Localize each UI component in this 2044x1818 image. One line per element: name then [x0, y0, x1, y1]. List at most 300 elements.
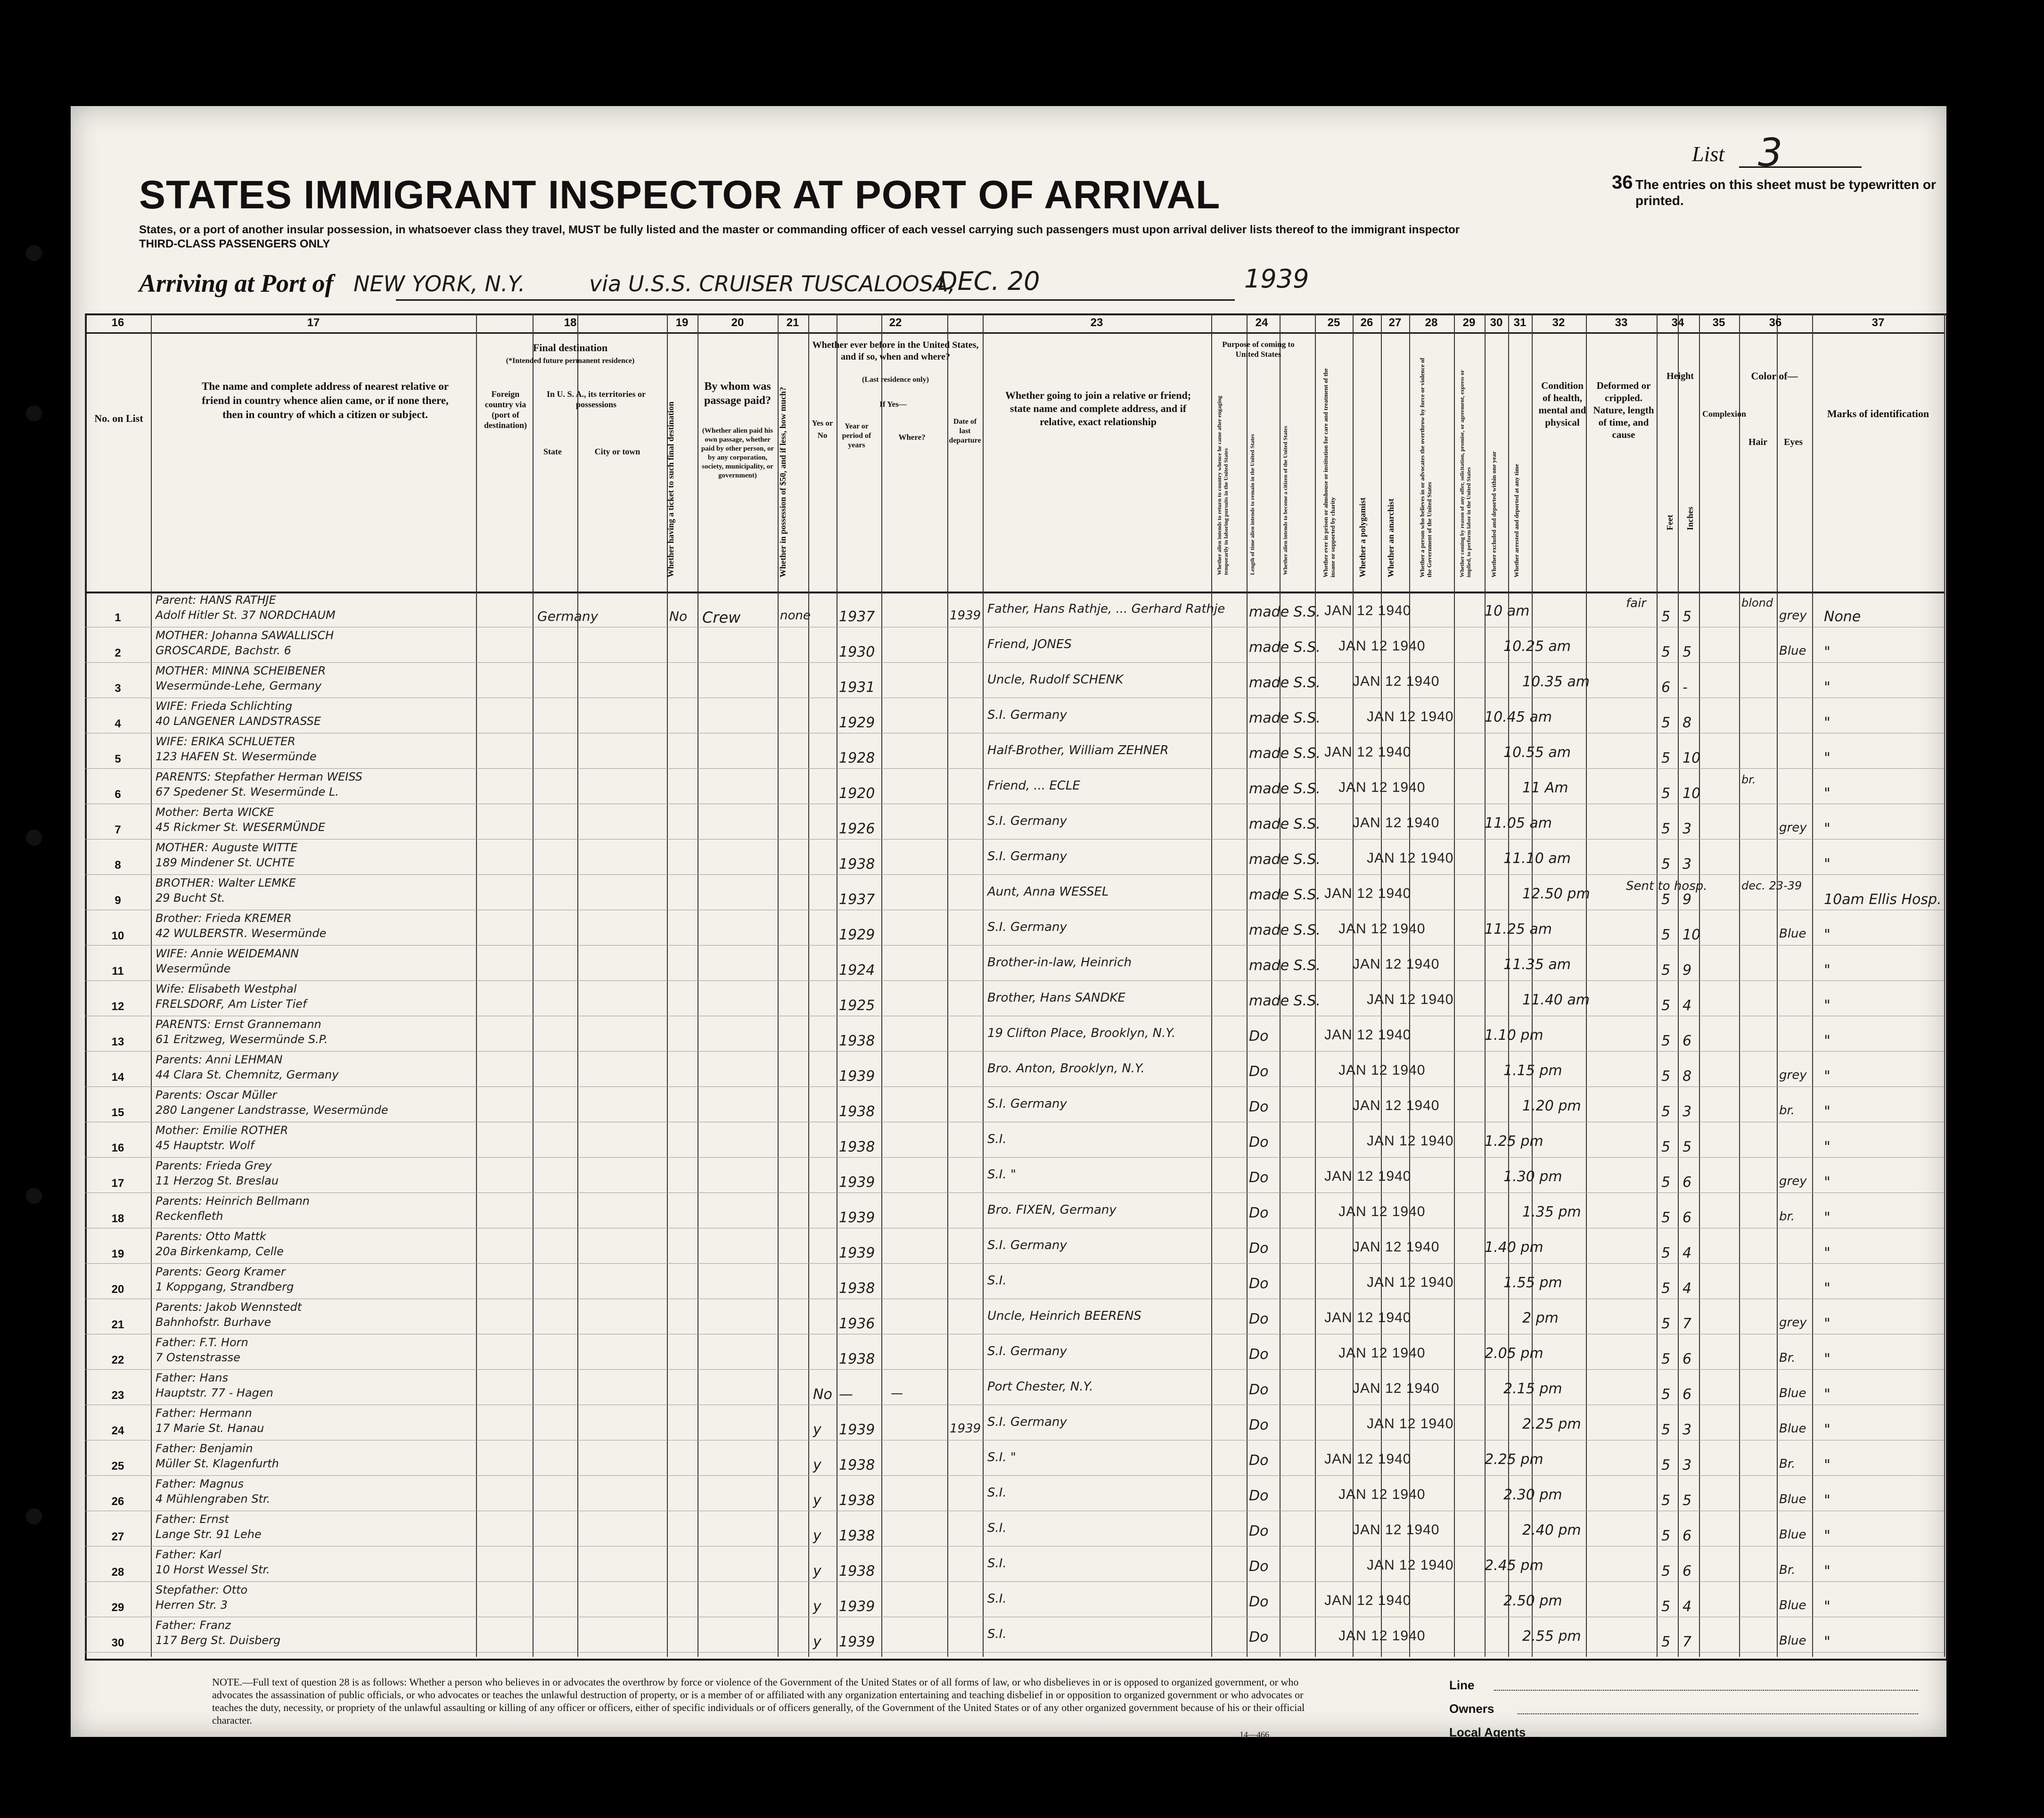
- row-rule: [85, 945, 1944, 946]
- relative-address: GROSCARDE, Bachstr. 6: [156, 644, 291, 657]
- identification-marks: ": [1824, 1386, 1831, 1403]
- column-number: 21: [786, 316, 799, 329]
- header-hair: Hair: [1748, 437, 1767, 447]
- relative-name: Wife: Elisabeth Westphal: [156, 982, 297, 995]
- inspection-time: 2.45 pm: [1485, 1557, 1543, 1574]
- header-overthrow: Whether a person who believes in or advocates the overthrow by force or violence of the Government of the United States: [1419, 357, 1433, 577]
- inspection-time: 1.30 pm: [1503, 1168, 1562, 1185]
- column-number: 28: [1425, 316, 1438, 329]
- eye-color: grey: [1779, 609, 1807, 623]
- height-feet: 5: [1661, 1492, 1671, 1509]
- purpose: made S.S.: [1249, 922, 1321, 938]
- row-number: 21: [111, 1318, 124, 1331]
- relative-address: Herren Str. 3: [156, 1598, 228, 1612]
- column-number: 33: [1615, 316, 1628, 329]
- height-inches: 5: [1683, 609, 1692, 625]
- header-final-destination: Final destination: [533, 342, 608, 354]
- eye-color: Blue: [1779, 1528, 1806, 1542]
- visit-years: 1931: [839, 679, 875, 696]
- owners-rule: [1518, 1713, 1918, 1714]
- binder-hole: [26, 1508, 42, 1524]
- height-feet: 5: [1661, 1563, 1671, 1579]
- instructions-line-1: States, or a port of another insular possession, in whatsoever class they travel, MUST be fully listed and the master or commanding officer of each vessel carrying such passengers must upon arrival deliver lists thereof to the immigrant inspector: [139, 223, 1460, 236]
- row-number: 14: [111, 1071, 124, 1084]
- row-rule: [85, 768, 1944, 769]
- purpose: made S.S.: [1249, 639, 1321, 656]
- visit-years: 1929: [839, 715, 875, 731]
- relative-name: Parents: Heinrich Bellmann: [156, 1194, 310, 1208]
- joining-relative: S.I. Germany: [987, 1344, 1067, 1358]
- height-inches: 9: [1683, 891, 1692, 908]
- header-no-on-list: No. on List: [94, 412, 143, 424]
- purpose: Do: [1249, 1311, 1269, 1327]
- height-inches: 3: [1683, 1422, 1692, 1438]
- row-rule: [85, 1369, 1944, 1370]
- inspection-date-stamp: JAN 12 1940: [1324, 1451, 1412, 1467]
- inspection-time: 2.30 pm: [1503, 1487, 1562, 1503]
- relative-name: Mother: Berta WICKE: [156, 806, 274, 819]
- relative-address: 7 Ostenstrasse: [156, 1351, 240, 1364]
- identification-marks: ": [1824, 715, 1831, 731]
- inspection-time: 12.50 pm: [1522, 886, 1590, 902]
- identification-marks: ": [1824, 1139, 1831, 1155]
- eye-color: Blue: [1779, 1492, 1806, 1506]
- joining-relative: Uncle, Rudolf SCHENK: [987, 673, 1124, 687]
- height-feet: 6: [1661, 679, 1671, 696]
- inspection-time: 2 pm: [1522, 1310, 1559, 1326]
- header-polygamist: Whether a polygamist: [1358, 497, 1367, 577]
- purpose: made S.S.: [1249, 781, 1321, 797]
- last-departure-date: 1939: [950, 1422, 981, 1436]
- relative-name: Stepfather: Otto: [156, 1583, 248, 1596]
- inspection-time: 11.35 am: [1503, 956, 1571, 973]
- identification-marks: ": [1824, 1280, 1831, 1297]
- relative-address: Hauptstr. 77 - Hagen: [156, 1386, 273, 1399]
- identification-marks: ": [1824, 997, 1831, 1014]
- row-rule: [85, 1652, 1944, 1653]
- height-feet: 5: [1661, 1351, 1671, 1367]
- relative-name: MOTHER: Auguste WITTE: [156, 841, 298, 854]
- relative-address: 11 Herzog St. Breslau: [156, 1174, 279, 1187]
- destination-state: Germany: [537, 609, 599, 624]
- identification-marks: ": [1824, 821, 1831, 837]
- purpose: Do: [1249, 1275, 1269, 1292]
- row-number: 18: [111, 1212, 124, 1225]
- inspection-time: 2.50 pm: [1503, 1593, 1562, 1609]
- row-number: 29: [111, 1601, 124, 1614]
- height-feet: 5: [1661, 927, 1671, 943]
- relative-name: Father: Franz: [156, 1619, 231, 1632]
- relative-address: FRELSDORF, Am Lister Tief: [156, 997, 307, 1011]
- height-feet: 5: [1661, 962, 1671, 979]
- inspection-date-stamp: JAN 12 1940: [1324, 1310, 1412, 1325]
- entries-note: The entries on this sheet must be typewritten or printed.: [1635, 177, 1936, 208]
- header-complexion: Complexion: [1702, 409, 1747, 419]
- header-money: Whether in possession of $50, and if less, how much?: [778, 387, 788, 577]
- header-yes-no: Yes or No: [812, 419, 833, 440]
- row-rule: [85, 1475, 1944, 1476]
- row-number: 7: [115, 823, 121, 836]
- height-inches: 10: [1683, 927, 1701, 943]
- row-number: 28: [111, 1566, 124, 1579]
- eye-color: Blue: [1779, 1386, 1806, 1400]
- column-number: 25: [1327, 316, 1340, 329]
- inspection-time: 1.10 pm: [1485, 1027, 1543, 1044]
- inspection-time: 2.05 pm: [1485, 1345, 1543, 1362]
- binder-hole: [26, 830, 42, 846]
- header-nearest-relative: The name and complete address of nearest relative or friend in country whence alien came, or if none there, then in country of which a citizen or subject.: [202, 380, 449, 420]
- visit-years: 1939: [839, 1174, 875, 1191]
- column-rule: [1739, 313, 1740, 1657]
- row-rule: [85, 1263, 1944, 1264]
- arrival-rule: [396, 299, 1235, 301]
- height-inches: 4: [1683, 1598, 1692, 1615]
- height-inches: 3: [1683, 1103, 1692, 1120]
- identification-marks: ": [1824, 1351, 1831, 1367]
- inspection-date-stamp: JAN 12 1940: [1338, 921, 1426, 937]
- relative-address: 45 Hauptstr. Wolf: [156, 1139, 254, 1152]
- column-rule: [947, 313, 948, 1657]
- relative-name: Father: Ernst: [156, 1513, 229, 1526]
- relative-name: Father: Benjamin: [156, 1442, 253, 1455]
- purpose: made S.S.: [1249, 887, 1321, 903]
- column-number: 37: [1872, 316, 1885, 329]
- inspection-time: 1.25 pm: [1485, 1133, 1543, 1150]
- height-inches: 3: [1683, 1457, 1692, 1473]
- row-number: 27: [111, 1530, 124, 1543]
- relative-address: Reckenfleth: [156, 1209, 223, 1223]
- height-feet: 5: [1661, 715, 1671, 731]
- inspection-date-stamp: JAN 12 1940: [1338, 1628, 1426, 1644]
- inspection-date-stamp: JAN 12 1940: [1353, 956, 1440, 972]
- row-number: 2: [115, 647, 121, 659]
- height-feet: 5: [1661, 750, 1671, 766]
- relative-address: 4 Mühlengraben Str.: [156, 1492, 271, 1505]
- relative-address: 280 Langener Landstrasse, Wesermünde: [156, 1103, 388, 1117]
- joining-relative: S.I.: [987, 1486, 1007, 1500]
- previous-visit-flag: y: [813, 1598, 821, 1615]
- previous-visit-flag: y: [813, 1492, 821, 1509]
- purpose: Do: [1249, 1099, 1269, 1115]
- identification-marks: ": [1824, 679, 1831, 696]
- height-feet: 5: [1661, 1068, 1671, 1085]
- height-feet: 5: [1661, 1457, 1671, 1473]
- visit-years: 1938: [839, 856, 875, 872]
- manifest-sheet: [71, 106, 1946, 1737]
- relative-address: 67 Spedener St. Wesermünde L.: [156, 785, 339, 798]
- column-number: 22: [889, 316, 902, 329]
- visit-years: 1938: [839, 1033, 875, 1049]
- identification-marks: ": [1824, 1174, 1831, 1191]
- column-rule: [1812, 313, 1813, 1657]
- visit-years: 1938: [839, 1351, 875, 1367]
- height-inches: 9: [1683, 962, 1692, 979]
- inspection-time: 10 am: [1485, 603, 1530, 619]
- visit-years: 1930: [839, 644, 875, 660]
- purpose: made S.S.: [1249, 745, 1321, 762]
- relative-name: Father: Hermann: [156, 1407, 252, 1420]
- relative-name: Father: Karl: [156, 1548, 222, 1561]
- inspection-time: 10.25 am: [1503, 638, 1571, 655]
- eye-color: Blue: [1779, 644, 1806, 658]
- header-prison: Whether ever in prison or almshouse or institution for care and treatment of the insane or supported by charity: [1322, 368, 1336, 577]
- identification-marks: ": [1824, 1457, 1831, 1473]
- binder-hole: [26, 245, 42, 261]
- purpose: Do: [1249, 1028, 1269, 1045]
- height-feet: 5: [1661, 1174, 1671, 1191]
- column-number: 29: [1462, 316, 1476, 329]
- complexion: Sent to hosp.: [1626, 879, 1707, 893]
- relative-name: PARENTS: Ernst Grannemann: [156, 1018, 321, 1031]
- visit-years: 1924: [839, 962, 875, 979]
- row-number: 8: [115, 859, 121, 872]
- row-number: 23: [111, 1389, 124, 1402]
- inspection-date-stamp: JAN 12 1940: [1324, 886, 1412, 901]
- eye-color: Blue: [1779, 1422, 1806, 1436]
- row-number: 13: [111, 1036, 124, 1048]
- inspection-time: 1.55 pm: [1503, 1275, 1562, 1291]
- visit-years: 1929: [839, 927, 875, 943]
- eye-color: grey: [1779, 1174, 1807, 1188]
- joining-relative: S.I.: [987, 1556, 1007, 1571]
- previous-visit-flag: y: [813, 1528, 821, 1544]
- height-feet: 5: [1661, 644, 1671, 660]
- eye-color: Br.: [1779, 1563, 1796, 1577]
- purpose: Do: [1249, 1594, 1269, 1610]
- binder-hole: [26, 405, 42, 421]
- arriving-label: Arriving at Port of: [139, 269, 334, 297]
- hair-color: dec. 23-39: [1741, 879, 1802, 892]
- header-state: State: [543, 447, 562, 456]
- height-feet: 5: [1661, 1386, 1671, 1403]
- joining-relative: Half-Brother, William ZEHNER: [987, 743, 1169, 757]
- relative-address: 1 Koppgang, Strandberg: [156, 1280, 294, 1293]
- column-rule: [1699, 313, 1700, 1657]
- header-join-relative: Whether going to join a relative or friend; state name and complete address, and if relative, exact relationship: [1005, 389, 1191, 428]
- header-ticket: Whether having a ticket to such final destination: [666, 401, 675, 577]
- inspection-date-stamp: JAN 12 1940: [1338, 780, 1426, 795]
- previous-visit-flag: y: [813, 1563, 821, 1579]
- column-number: 27: [1388, 316, 1402, 329]
- height-inches: 3: [1683, 821, 1692, 837]
- relative-name: Father: Magnus: [156, 1477, 244, 1490]
- ticket-status: No: [669, 609, 688, 624]
- visit-years: 1928: [839, 750, 875, 766]
- footnote: NOTE.—Full text of question 28 is as follows: Whether a person who believes in or advocates the overthrow by force or violence of the Government of the United States or of all forms of law, or who disbelieves in or is opposed to organized government, or who advocates the assassination of public officials, or who advocates or teaches the unlawful destruction of property, or is a member of or affiliated with any organization entertaining and teaching disbelief in or opposition to organized government or who advocates or teaches the duty, necessity, or propriety of the unlawful assaulting or killing of any officer or officers, either of specific individuals or of officers generally, of the Government of the United States or of any other organized government because of his or their official character.: [212, 1676, 1305, 1726]
- inspection-time: 1.20 pm: [1522, 1098, 1581, 1114]
- relative-name: Parents: Frieda Grey: [156, 1159, 272, 1172]
- visit-years: 1939: [839, 1245, 875, 1261]
- header-city: City or town: [594, 447, 640, 456]
- joining-relative: Friend, ... ECLE: [987, 779, 1080, 793]
- relative-address: Bahnhofstr. Burhave: [156, 1316, 271, 1329]
- arrival-date: DEC. 20: [938, 266, 1040, 296]
- height-inches: 7: [1683, 1634, 1692, 1650]
- eye-color: br.: [1779, 1209, 1795, 1224]
- header-purpose-length: Length of time alien intends to remain in the United States: [1249, 434, 1256, 575]
- relative-address: 42 WULBERSTR. Wesermünde: [156, 927, 327, 940]
- row-number: 10: [111, 930, 124, 942]
- height-feet: 5: [1661, 609, 1671, 625]
- purpose: Do: [1249, 1134, 1269, 1151]
- joining-relative: S.I. Germany: [987, 1097, 1067, 1111]
- instructions-line-2: THIRD-CLASS PASSENGERS ONLY: [139, 238, 330, 250]
- purpose: Do: [1249, 1629, 1269, 1645]
- inspection-date-stamp: JAN 12 1940: [1367, 992, 1454, 1007]
- purpose: Do: [1249, 1452, 1269, 1469]
- visit-years: 1939: [839, 1422, 875, 1438]
- line-rule: [1494, 1690, 1918, 1691]
- column-number: 24: [1255, 316, 1268, 329]
- column-number: 36: [1769, 316, 1782, 329]
- inspection-date-stamp: JAN 12 1940: [1338, 1204, 1426, 1219]
- eye-color: grey: [1779, 1068, 1807, 1082]
- row-rule: [85, 980, 1944, 981]
- header-eyes: Eyes: [1784, 437, 1803, 447]
- inspection-date-stamp: JAN 12 1940: [1353, 674, 1440, 689]
- inspection-date-stamp: JAN 12 1940: [1324, 744, 1412, 760]
- inspection-time: 11.25 am: [1485, 921, 1552, 938]
- height-feet: 5: [1661, 1209, 1671, 1226]
- row-number: 24: [111, 1424, 124, 1437]
- column-rule: [808, 313, 809, 1657]
- header-passage-paid: By whom was passage paid?: [704, 380, 772, 407]
- column-rule: [1678, 313, 1679, 1657]
- eye-color: Br.: [1779, 1351, 1796, 1365]
- joining-relative: S.I.: [987, 1274, 1007, 1288]
- column-number: 16: [111, 316, 124, 329]
- column-rule: [983, 313, 984, 1657]
- visit-years: 1938: [839, 1492, 875, 1509]
- inspection-time: 11.40 am: [1522, 992, 1590, 1008]
- relative-address: 29 Bucht St.: [156, 891, 225, 905]
- relative-address: Lange Str. 91 Lehe: [156, 1528, 262, 1541]
- header-in-usa: In U. S. A., its territories or possessions: [547, 389, 646, 409]
- purpose: Do: [1249, 1488, 1269, 1504]
- inspection-time: 10.55 am: [1503, 744, 1571, 761]
- relative-name: Parent: HANS RATHJE: [156, 593, 276, 607]
- inspection-time: 10.35 am: [1522, 674, 1590, 690]
- list-number: 3: [1758, 131, 1783, 175]
- relative-address: 189 Mindener St. UCHTE: [156, 856, 295, 869]
- height-inches: 6: [1683, 1386, 1692, 1403]
- joining-relative: Father, Hans Rathje, ... Gerhard Rathje: [987, 602, 1225, 616]
- identification-marks: ": [1824, 962, 1831, 979]
- header-color-of: Color of—: [1751, 370, 1798, 382]
- visit-years: 1936: [839, 1316, 875, 1332]
- inspection-date-stamp: JAN 12 1940: [1338, 1345, 1426, 1361]
- column-rule: [1777, 313, 1778, 1657]
- joining-relative: S.I. ": [987, 1450, 1016, 1464]
- sheet-stamp: 36: [1612, 172, 1633, 193]
- purpose: Do: [1249, 1382, 1269, 1398]
- relative-address: 44 Clara St. Chemnitz, Germany: [156, 1068, 339, 1081]
- purpose: made S.S.: [1249, 604, 1321, 620]
- identification-marks: None: [1824, 609, 1861, 625]
- visit-years: 1939: [839, 1068, 875, 1085]
- height-inches: 4: [1683, 997, 1692, 1014]
- row-number: 5: [115, 753, 121, 765]
- inspection-date-stamp: JAN 12 1940: [1353, 815, 1440, 831]
- row-number: 1: [115, 611, 121, 624]
- joining-relative: S.I. ": [987, 1168, 1016, 1182]
- height-inches: 8: [1683, 1068, 1692, 1085]
- identification-marks: ": [1824, 1033, 1831, 1049]
- row-number: 9: [115, 894, 121, 907]
- inspection-date-stamp: JAN 12 1940: [1338, 638, 1426, 654]
- height-inches: -: [1683, 679, 1688, 696]
- row-number: 26: [111, 1495, 124, 1508]
- eye-color: Blue: [1779, 1634, 1806, 1648]
- column-rule: [533, 313, 534, 1657]
- list-number-rule: [1739, 166, 1862, 168]
- eye-color: Br.: [1779, 1457, 1796, 1471]
- row-rule: [85, 662, 1944, 663]
- relative-address: Adolf Hitler St. 37 NORDCHAUM: [156, 609, 336, 622]
- height-feet: 5: [1661, 997, 1671, 1014]
- visit-years: 1938: [839, 1139, 875, 1155]
- inspection-time: 10.45 am: [1485, 709, 1552, 725]
- relative-name: WIFE: Annie WEIDEMANN: [156, 947, 299, 960]
- column-number: 20: [731, 316, 744, 329]
- last-departure-date: 1939: [950, 609, 981, 623]
- inspection-date-stamp: JAN 12 1940: [1353, 1239, 1440, 1255]
- inspection-time: 2.15 pm: [1503, 1381, 1562, 1397]
- header-if-yes: If Yes—: [879, 400, 907, 409]
- inspection-date-stamp: JAN 12 1940: [1367, 709, 1454, 724]
- column-number: 23: [1090, 316, 1103, 329]
- joining-relative: S.I.: [987, 1627, 1007, 1641]
- visit-years: 1938: [839, 1563, 875, 1579]
- joining-relative: S.I. Germany: [987, 1415, 1067, 1429]
- header-ever-before-us: Whether ever before in the United States, and if so, when and where?: [812, 340, 979, 362]
- purpose: made S.S.: [1249, 993, 1321, 1009]
- height-inches: 10: [1683, 785, 1701, 802]
- visit-years: 1938: [839, 1103, 875, 1120]
- joining-relative: Uncle, Heinrich BEERENS: [987, 1309, 1141, 1323]
- identification-marks: ": [1824, 1634, 1831, 1650]
- header-labor-offer: Whether coming by reason of any offer, solicitation, promise, or agreement, express or implied, to perform labor in the United States: [1459, 370, 1472, 577]
- column-rule: [151, 313, 152, 1657]
- purpose: Do: [1249, 1205, 1269, 1221]
- inspection-date-stamp: JAN 12 1940: [1353, 1522, 1440, 1538]
- inspection-date-stamp: JAN 12 1940: [1367, 850, 1454, 866]
- row-number: 20: [111, 1283, 124, 1296]
- agents-label: Local Agents: [1449, 1725, 1526, 1739]
- header-years: Year or period of years: [842, 422, 871, 449]
- header-purpose-citizen: Whether alien intends to become a citizen of the United States: [1282, 426, 1289, 575]
- purpose: Do: [1249, 1063, 1269, 1080]
- inspection-time: 2.40 pm: [1522, 1522, 1581, 1538]
- height-feet: 5: [1661, 1139, 1671, 1155]
- identification-marks: ": [1824, 1209, 1831, 1226]
- visit-years: 1938: [839, 1457, 875, 1473]
- instructions: [139, 223, 1647, 251]
- height-inches: 6: [1683, 1563, 1692, 1579]
- joining-relative: 19 Clifton Place, Brooklyn, N.Y.: [987, 1026, 1176, 1040]
- relative-name: MOTHER: Johanna SAWALLISCH: [156, 629, 334, 642]
- header-anarchist: Whether an anarchist: [1386, 498, 1396, 577]
- joining-relative: S.I. Germany: [987, 708, 1067, 722]
- binder-hole: [26, 1188, 42, 1204]
- purpose: made S.S.: [1249, 957, 1321, 974]
- arrival-port: NEW YORK, N.Y.: [353, 271, 525, 296]
- relative-name: Parents: Jakob Wennstedt: [156, 1300, 302, 1314]
- row-rule: [85, 1051, 1944, 1052]
- row-number: 4: [115, 717, 121, 730]
- row-number: 25: [111, 1460, 124, 1472]
- header-final-destination-sub: (*Intended future permanent residence): [506, 357, 635, 365]
